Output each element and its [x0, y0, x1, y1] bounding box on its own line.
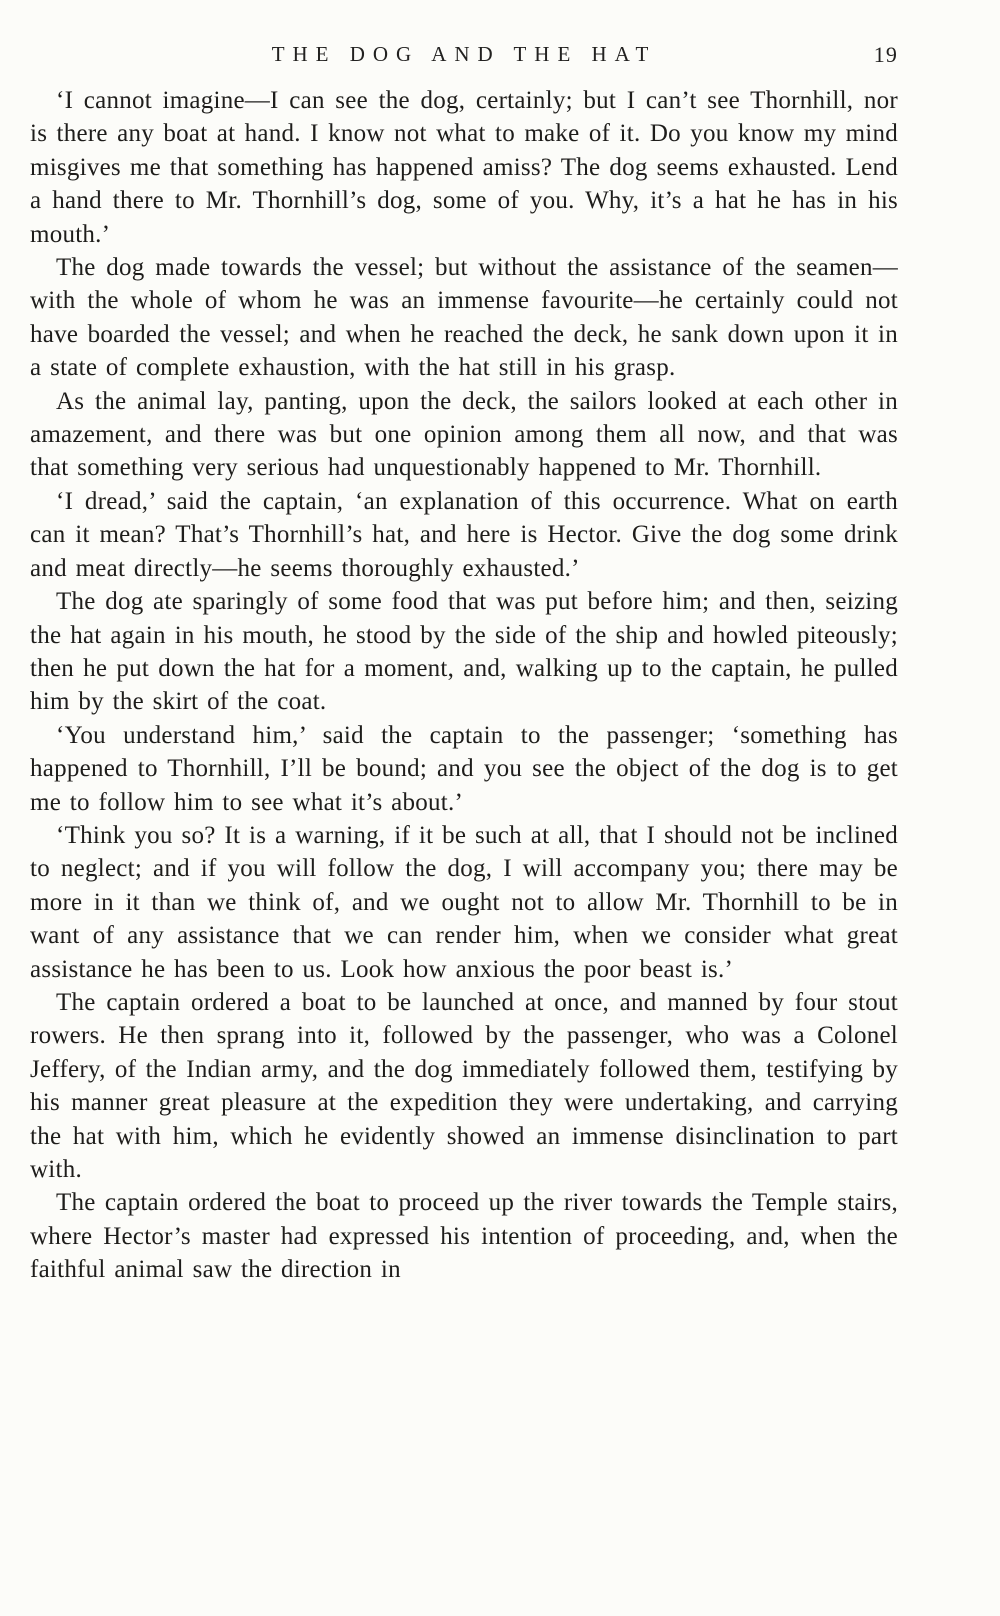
running-title: THE DOG AND THE HAT	[271, 42, 657, 66]
paragraph: ‘I cannot imagine—I can see the dog, certainly; but I can’t see Thornhill, nor is there any boat at hand. I know not what to make of it. Do you know my mind misgives me that something has happened amiss? The dog seems exhausted. Lend a hand there to Mr. Thornhill’s dog, some of you. Why, it’s a hat he has in his mouth.’	[30, 87, 898, 248]
paragraph: ‘I dread,’ said the captain, ‘an explanation of this occurrence. What on earth can it mean? That’s Thornhill’s hat, and here is Hector. Give the dog some drink and meat directly—he seems thoroughly exhausted.’	[30, 487, 898, 582]
paragraph: As the animal lay, panting, upon the deck, the sailors looked at each other in amazement, and there was but one opinion among them all now, and that was that something very serious had unquestionably happened to Mr. Thornhill.	[30, 387, 898, 482]
paragraph: The dog made towards the vessel; but without the assistance of the seamen—with the whole of whom he was an immense favourite—he certainly could not have boarded the vessel; and when he reached the deck, he sank down upon it in a state of complete exhaustion, with the hat still in his grasp.	[30, 254, 898, 382]
paragraph: ‘You understand him,’ said the captain to the passenger; ‘something has happened to Thornhill, I’ll be bound; and you see the object of the dog is to get me to follow him to see what it’s about.’	[30, 721, 898, 816]
body-text	[30, 84, 898, 1287]
page-header	[30, 42, 898, 76]
paragraph: ‘Think you so? It is a warning, if it be such at all, that I should not be inclined to neglect; and if you will follow the dog, I will accompany you; there may be more in it than we think of, and we ought not to allow Mr. Thornhill to be in want of any assistance that we can render him, when we consider what great assistance he has been to us. Look how anxious the poor beast is.’	[30, 821, 898, 983]
paragraph: The captain ordered a boat to be launched at once, and manned by four stout rowers. He then sprang into it, followed by the passenger, who was a Colonel Jeffery, of the Indian army, and the dog immediately followed them, testifying by his manner great pleasure at the expedition they were undertaking, and carrying the hat with him, which he evidently showed an immense disinclination to part with.	[30, 988, 898, 1183]
page-number: 19	[873, 42, 898, 67]
paragraph: The dog ate sparingly of some food that was put before him; and then, seizing the hat again in his mouth, he stood by the side of the ship and howled piteously; then he put down the hat for a moment, and, walking up to the captain, he pulled him by the skirt of the coat.	[30, 588, 898, 716]
paragraph: The captain ordered the boat to proceed up the river towards the Temple stairs, where Hector’s master had expressed his intention of proceeding, and, when the faithful animal saw the direction in	[30, 1189, 898, 1284]
